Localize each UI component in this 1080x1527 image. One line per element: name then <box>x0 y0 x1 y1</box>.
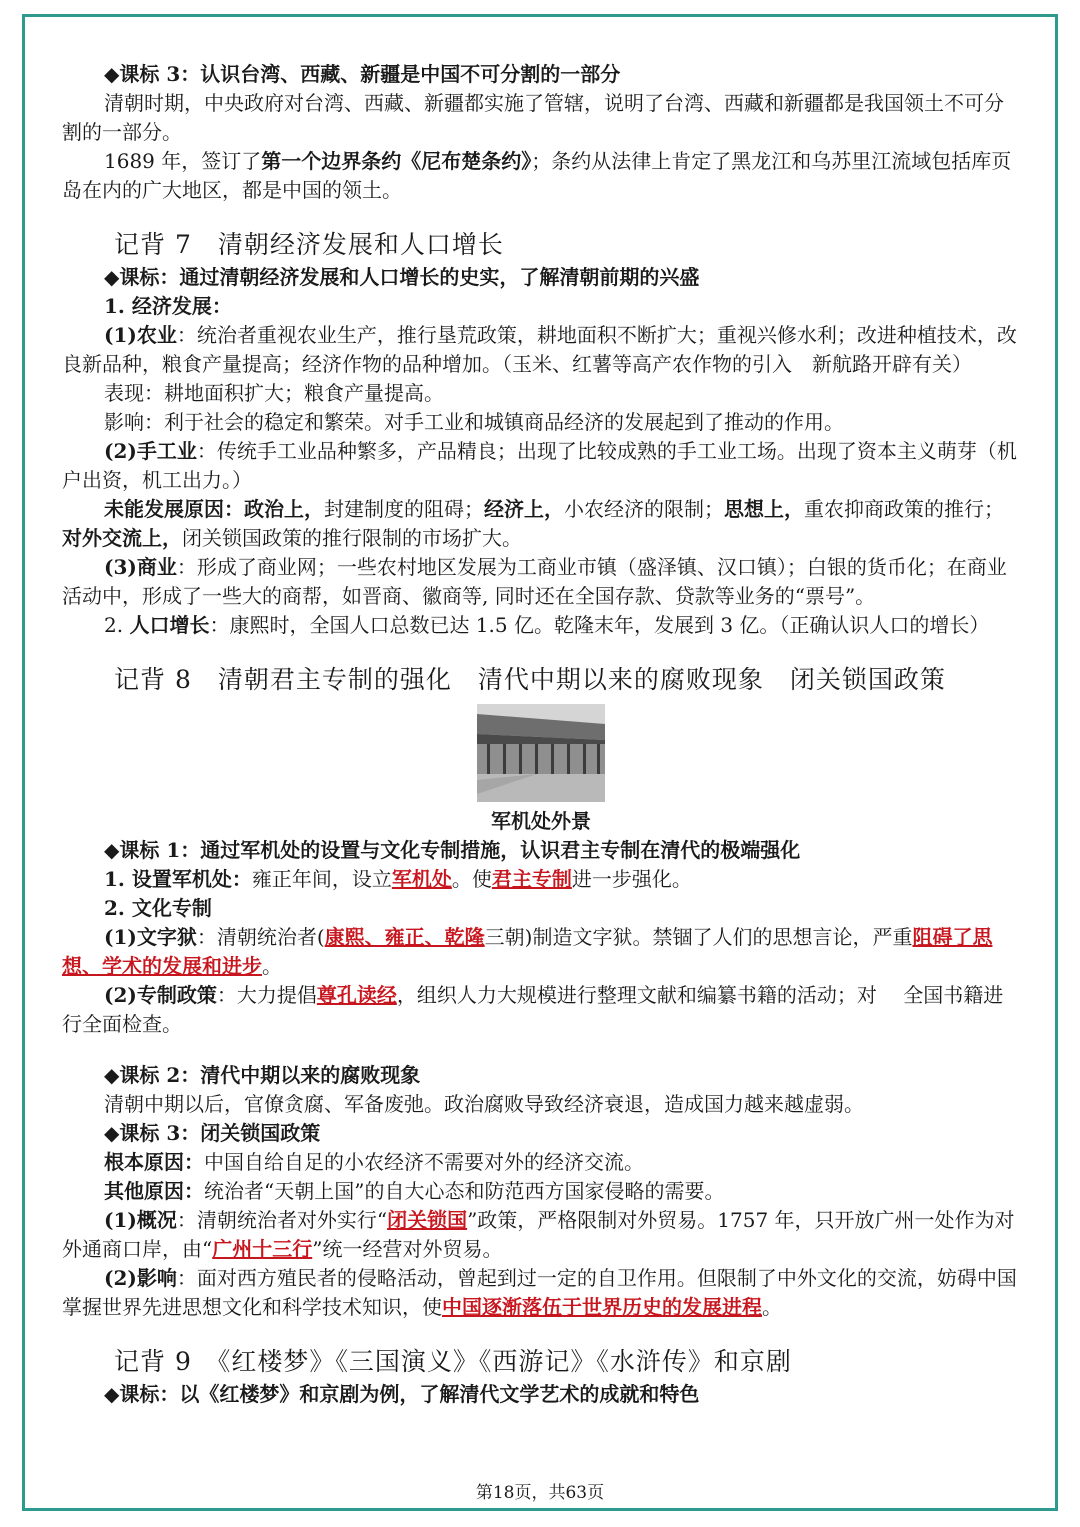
paragraph-population: 2. 人口增长：康熙时，全国人口总数已达 1.5 亿。乾隆末年，发展到 3 亿。（正确认识人口的增长） <box>104 613 990 637</box>
page-content <box>62 60 1020 1409</box>
paragraph-performance: 表现：耕地面积扩大；粮食产量提高。 <box>104 381 444 405</box>
page-number: 第18页，共63页 <box>475 1483 605 1503</box>
section-7-heading: 记背 7 清朝经济发展和人口增长 <box>114 230 504 259</box>
paragraph-failure-reasons: 未能发展原因：政治上，封建制度的阻碍；经济上，小农经济的限制；思想上，重农抑商政策的推行；对外交流上，闭关锁国政策的推行限制的市场扩大。 <box>62 497 1004 550</box>
section-9-standard: ◆课标：以《红楼梦》和京剧为例，了解清代文学艺术的成就和特色 <box>104 1382 700 1406</box>
paragraph-overview: (1)概况：清朝统治者对外实行“闭关锁国”政策，严格限制对外贸易。1757 年，只开放广州一处作为对外通商口岸，由“广州十三行”统一经营对外贸易。 <box>62 1208 1015 1261</box>
paragraph-commerce: (3)商业：形成了商业网；一些农村地区发展为工商业市镇（盛泽镇、汉口镇）；白银的货币化；在商业活动中，形成了一些大的商帮，如晋商、徽商等, 同时还在全国存款、贷款等业务的“票号”。 <box>62 555 1007 608</box>
section-8-standard-3: ◆课标 3：闭关锁国政策 <box>104 1121 321 1145</box>
paragraph-handicraft: (2)手工业：传统手工业品种繁多，产品精良；出现了比较成熟的手工业工场。出现了资本主义萌芽（机户出资，机工出力。） <box>62 439 1017 492</box>
paragraph-root-cause: 根本原因：中国自给自足的小农经济不需要对外的经济交流。 <box>104 1150 644 1174</box>
paragraph-impact: 影响：利于社会的稳定和繁荣。对手工业和城镇商品经济的发展起到了推动的作用。 <box>104 410 844 434</box>
building-image <box>477 704 605 802</box>
figure-junjichu <box>62 704 1020 836</box>
paragraph-agriculture: (1)农业：统治者重视农业生产，推行垦荒政策，耕地面积不断扩大；重视兴修水利；改进种植技术，改良新品种，粮食产量提高；经济作物的品种增加。（玉米、红薯等高产农作物的引入 新航路开辟有关） <box>62 323 1017 376</box>
paragraph-corruption: 清朝中期以后，官僚贪腐、军备废弛。政治腐败导致经济衰退，造成国力越来越虚弱。 <box>104 1092 864 1116</box>
figure-caption: 军机处外景 <box>491 809 591 833</box>
section-9-heading: 记背 9 《红楼梦》《三国演义》《西游记》《水浒传》和京剧 <box>114 1347 792 1376</box>
section-8-standard-2: ◆课标 2：清代中期以来的腐败现象 <box>104 1063 421 1087</box>
subheading-culture: 2. 文化专制 <box>104 896 212 920</box>
paragraph: 清朝时期，中央政府对台湾、西藏、新疆都实施了管辖，说明了台湾、西藏和新疆都是我国领土不可分割的一部分。 <box>62 91 1004 144</box>
paragraph-literary-inquisition: (1)文字狱：清朝统治者(康熙、雍正、乾隆三朝)制造文字狱。禁锢了人们的思想言论，严重阻碍了思想、学术的发展和进步。 <box>62 925 993 978</box>
paragraph-junjichu: 1. 设置军机处：雍正年间，设立军机处。使君主专制进一步强化。 <box>104 867 692 891</box>
subheading-economy: 1. 经济发展： <box>104 294 232 318</box>
section-8-heading: 记背 8 清朝君主专制的强化 清代中期以来的腐败现象 闭关锁国政策 <box>114 665 946 694</box>
paragraph-influence: (2)影响：面对西方殖民者的侵略活动，曾起到过一定的自卫作用。但限制了中外文化的交流，妨碍中国掌握世界先进思想文化和科学技术知识，使中国逐渐落伍于世界历史的发展进程。 <box>62 1266 1017 1319</box>
section-8-standard-1: ◆课标 1：通过军机处的设置与文化专制措施，认识君主专制在清代的极端强化 <box>104 838 801 862</box>
paragraph: 1689 年，签订了第一个边界条约《尼布楚条约》；条约从法律上肯定了黑龙江和乌苏里江流域包括库页岛在内的广大地区，都是中国的领土。 <box>62 149 1012 202</box>
paragraph-autocratic-policy: (2)专制政策：大力提倡尊孔读经，组织人力大规模进行整理文献和编纂书籍的活动；对 全国书籍进行全面检查。 <box>62 983 1004 1036</box>
section-7-standard: ◆课标：通过清朝经济发展和人口增长的史实，了解清朝前期的兴盛 <box>104 265 700 289</box>
paragraph-other-cause: 其他原因：统治者“天朝上国”的自大心态和防范西方国家侵略的需要。 <box>104 1179 725 1203</box>
standard-3-title: ◆课标 3：认识台湾、西藏、新疆是中国不可分割的一部分 <box>104 62 621 86</box>
junjichu-photo <box>477 704 605 802</box>
